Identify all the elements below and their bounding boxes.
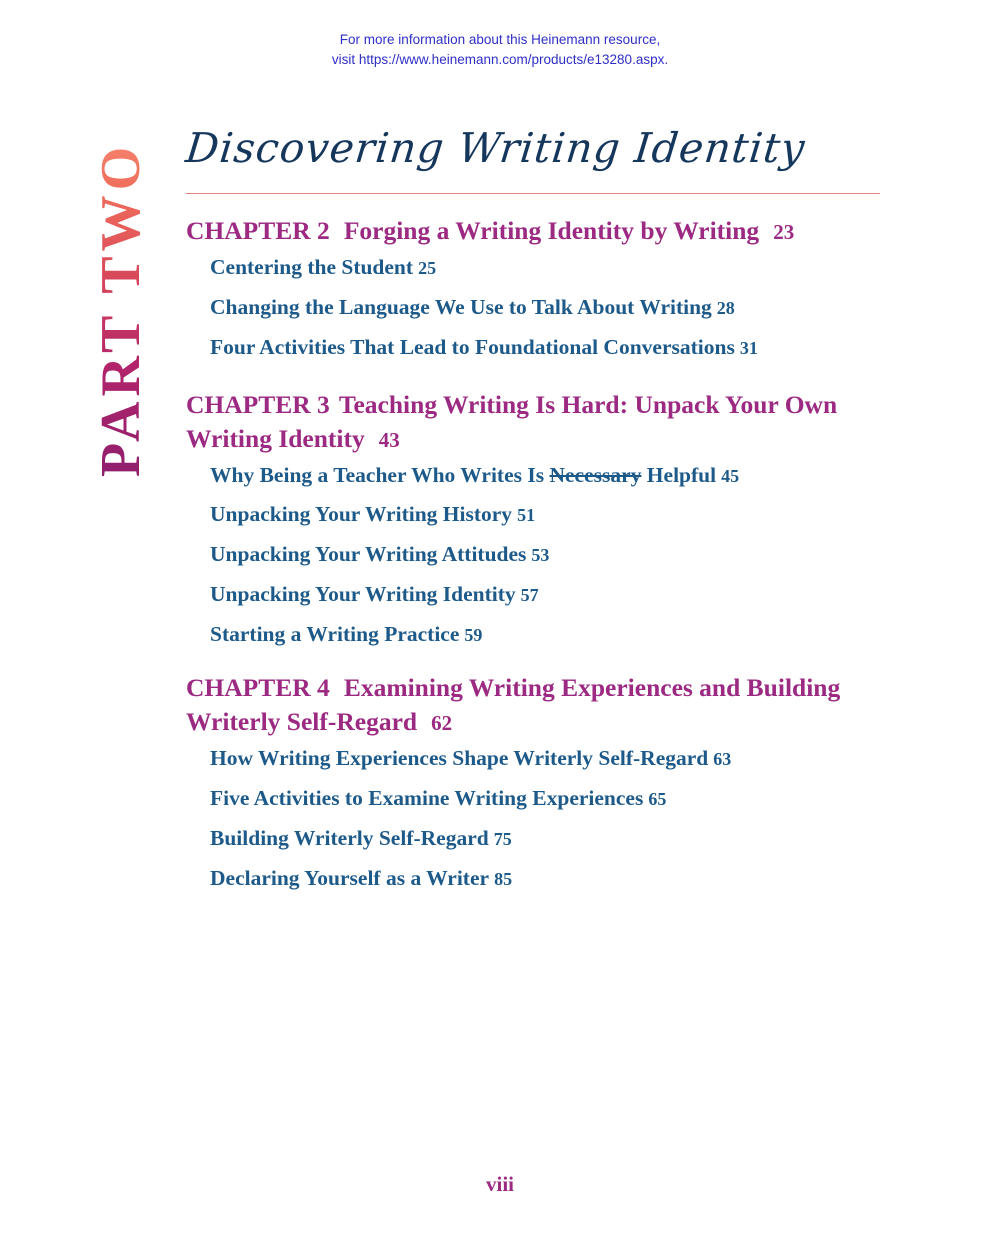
table-of-contents bbox=[186, 214, 886, 915]
toc-chapter-page: 62 bbox=[431, 711, 453, 736]
toc-chapter-group bbox=[186, 388, 886, 650]
toc-section-title: Unpacking Your Writing Identity bbox=[210, 582, 516, 607]
toc-section-title: Unpacking Your Writing History bbox=[210, 502, 513, 527]
toc-section-entry[interactable] bbox=[210, 294, 886, 322]
toc-section-entry[interactable] bbox=[210, 462, 886, 490]
toc-chapter-page: 23 bbox=[773, 220, 795, 244]
horizontal-rule bbox=[186, 193, 880, 194]
toc-section-entry[interactable] bbox=[210, 785, 886, 813]
toc-chapter-title: Forging a Writing Identity by Writing bbox=[343, 216, 760, 245]
toc-section-title: Changing the Language We Use to Talk About Writing bbox=[210, 294, 712, 319]
part-title: Discovering Writing Identity bbox=[183, 124, 808, 172]
promo-line-1: For more information about this Heinemann resource, bbox=[339, 32, 661, 47]
toc-section-entry[interactable] bbox=[210, 581, 886, 609]
promo-note bbox=[0, 30, 1000, 69]
toc-section-title: Starting a Writing Practice bbox=[210, 622, 460, 647]
toc-section-page: 63 bbox=[713, 749, 732, 770]
toc-section-entry[interactable] bbox=[210, 254, 886, 282]
toc-section-title: Declaring Yourself as a Writer bbox=[210, 865, 490, 890]
toc-section-entry[interactable] bbox=[210, 745, 886, 773]
toc-section-entry[interactable] bbox=[210, 541, 886, 569]
toc-section-page: 59 bbox=[464, 625, 483, 646]
toc-section-page: 85 bbox=[494, 868, 513, 889]
toc-chapter-label: CHAPTER 4 bbox=[186, 673, 330, 703]
toc-section-title: Building Writerly Self-Regard bbox=[210, 825, 489, 850]
toc-chapter-page: 43 bbox=[378, 427, 400, 452]
toc-section-page: 57 bbox=[520, 585, 539, 606]
toc-section-entry[interactable] bbox=[210, 501, 886, 529]
toc-section-entry[interactable] bbox=[210, 825, 886, 853]
toc-section-title: Four Activities That Lead to Foundational Conversations bbox=[210, 334, 735, 359]
toc-chapter-title: Teaching Writing Is Hard: Unpack Your Own Writing Identity bbox=[186, 389, 838, 453]
toc-section-title-before: Why Being a Teacher Who Writes Is bbox=[210, 462, 545, 487]
toc-section-entry[interactable] bbox=[210, 621, 886, 649]
toc-chapter-label: CHAPTER 3 bbox=[186, 389, 330, 419]
promo-line-2: visit https://www.heinemann.com/products/e13280.aspx. bbox=[331, 51, 669, 67]
toc-section-page: 31 bbox=[739, 337, 758, 358]
toc-section-title: How Writing Experiences Shape Writerly Self-Regard bbox=[210, 746, 709, 771]
toc-section-page: 75 bbox=[493, 828, 512, 849]
page-number: viii bbox=[485, 1172, 514, 1196]
toc-section-page: 51 bbox=[517, 505, 536, 526]
toc-chapter-entry[interactable] bbox=[186, 388, 876, 456]
toc-chapter-title: Examining Writing Experiences and Building Writerly Self-Regard bbox=[186, 673, 841, 737]
toc-section-title: Five Activities to Examine Writing Experiences bbox=[210, 785, 644, 810]
toc-section-page: 25 bbox=[418, 257, 437, 278]
toc-chapter-group bbox=[186, 671, 886, 893]
toc-section-title: Unpacking Your Writing Attitudes bbox=[210, 542, 527, 567]
part-label: PART TWO bbox=[90, 141, 152, 477]
toc-chapter-group bbox=[186, 214, 886, 362]
toc-chapter-label: CHAPTER 2 bbox=[186, 216, 330, 245]
toc-section-page: 65 bbox=[648, 788, 667, 809]
toc-section-entry[interactable] bbox=[210, 865, 886, 893]
toc-section-page: 28 bbox=[716, 297, 735, 318]
toc-section-title-struck: Necessary bbox=[549, 462, 642, 487]
toc-section-entry[interactable] bbox=[210, 334, 886, 362]
toc-chapter-entry[interactable] bbox=[186, 671, 876, 739]
toc-chapter-entry[interactable] bbox=[186, 214, 876, 248]
toc-section-page: 45 bbox=[721, 465, 740, 486]
toc-section-title-after: Helpful bbox=[646, 462, 717, 487]
toc-section-page: 53 bbox=[531, 545, 550, 566]
toc-section-title: Centering the Student bbox=[210, 254, 414, 279]
part-label-container bbox=[64, 120, 184, 580]
